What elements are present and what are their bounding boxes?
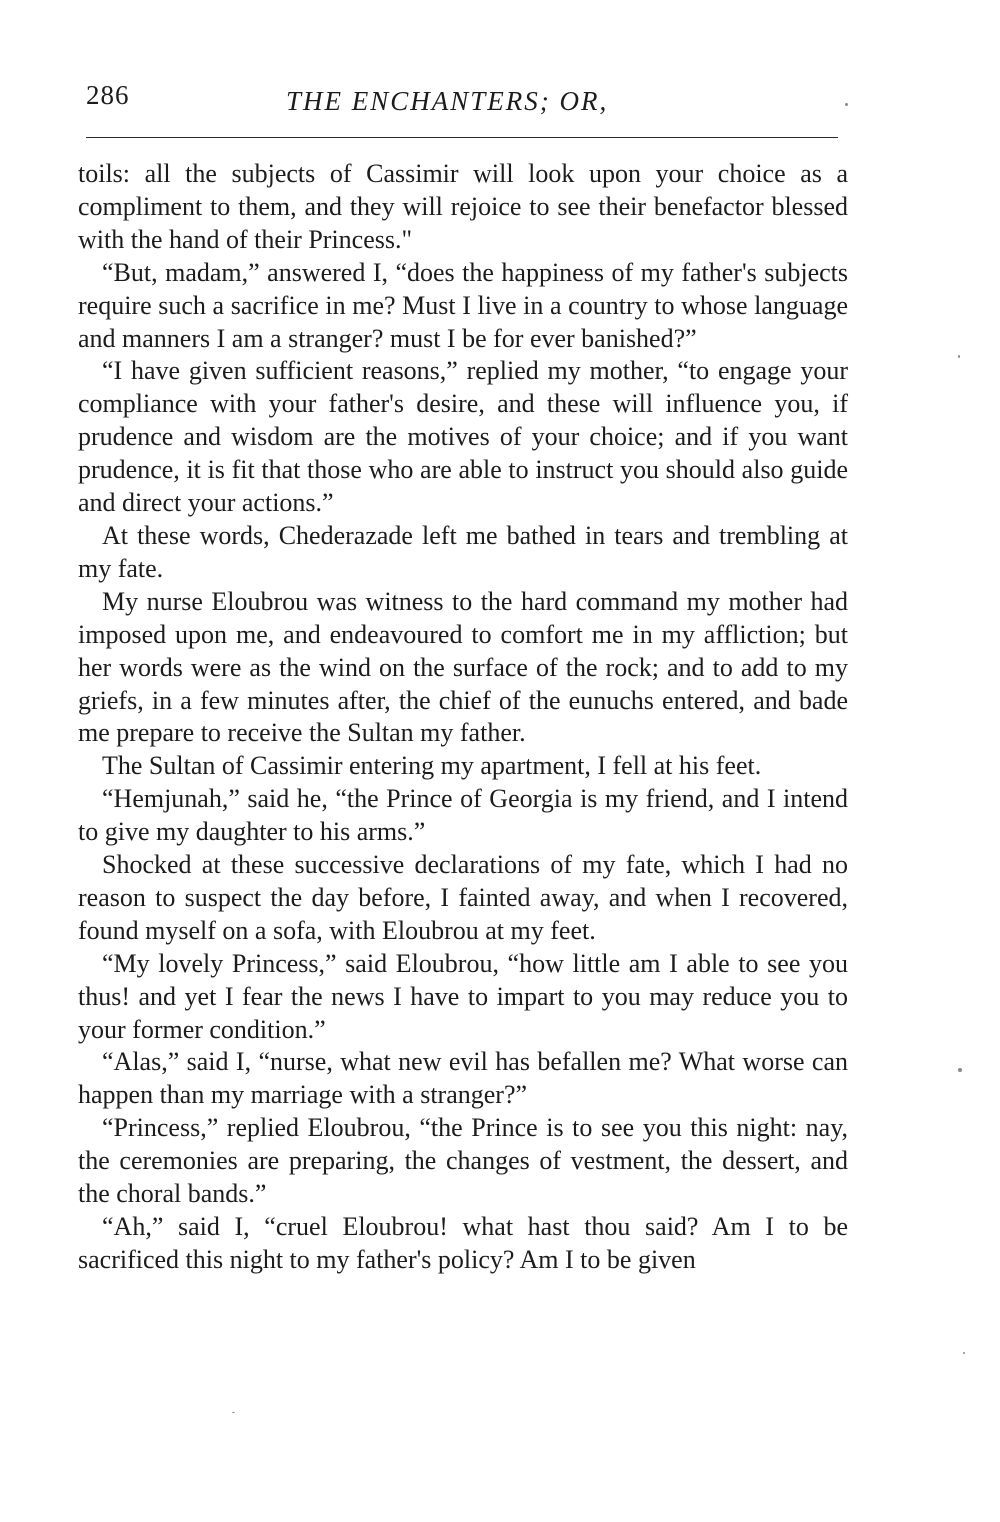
paragraph: “Hemjunah,” said he, “the Prince of Georgia is my friend, and I intend to give my daughter to his arms.” — [78, 784, 848, 847]
paragraph: “I have given sufficient reasons,” replied my mother, “to engage your compliance with your father's desire, and these will influence you, if prudence and wisdom are the motives of your choice; and if you want prudence, it is fit that those who are able to instruct you should also guide and direct your actions.” — [78, 356, 848, 518]
scan-speck — [958, 1068, 962, 1072]
running-head: THE ENCHANTERS; OR, — [286, 86, 609, 116]
paragraph: At these words, Chederazade left me bathed in tears and trembling at my fate. — [78, 520, 848, 583]
paragraph: My nurse Eloubrou was witness to the hard command my mother had imposed upon me, and endeavoured to comfort me in my affliction; but her words were as the wind on the surface of the rock; and to add to my griefs, in a few minutes after, the chief of the eunuchs entered, and bade me prepare to receive the Sultan my father. — [78, 586, 848, 748]
paragraph: “Alas,” said I, “nurse, what new evil has befallen me? What worse can happen than my marriage with a stranger?” — [78, 1047, 848, 1110]
paragraph: Shocked at these successive declarations of my fate, which I had no reason to suspect the day before, I fainted away, and when I recovered, found myself on a sofa, with Eloubrou at my feet. — [78, 850, 848, 945]
scan-speck — [845, 103, 848, 106]
paragraph: “My lovely Princess,” said Eloubrou, “how little am I able to see you thus! and yet I fear the news I have to impart to you may reduce you to your former condition.” — [78, 948, 848, 1044]
scan-speck — [232, 1412, 235, 1413]
scan-speck — [963, 1352, 965, 1354]
page-number: 286 — [86, 80, 130, 110]
header-rule — [86, 137, 838, 138]
paragraph: “Ah,” said I, “cruel Eloubrou! what hast thou said? Am I to be sacrificed this night to my father's policy? Am I to be given — [78, 1212, 848, 1274]
paragraph: “Princess,” replied Eloubrou, “the Prince is to see you this night: nay, the ceremonies are preparing, the changes of vestment, the dessert, and the choral bands.” — [78, 1113, 848, 1209]
paragraph: toils: all the subjects of Cassimir will look upon your choice as a compliment to them, and they will rejoice to see their benefactor blessed with the hand of their Princess." — [78, 159, 848, 254]
scan-speck — [958, 355, 960, 358]
paragraph: “But, madam,” answered I, “does the happiness of my father's subjects require such a sacrifice in me? Must I live in a country to whose language and manners I am a stranger? must I be for ever banished?” — [78, 257, 848, 353]
body-text — [78, 158, 848, 1277]
paragraph: The Sultan of Cassimir entering my apartment, I fell at his feet. — [102, 751, 762, 781]
